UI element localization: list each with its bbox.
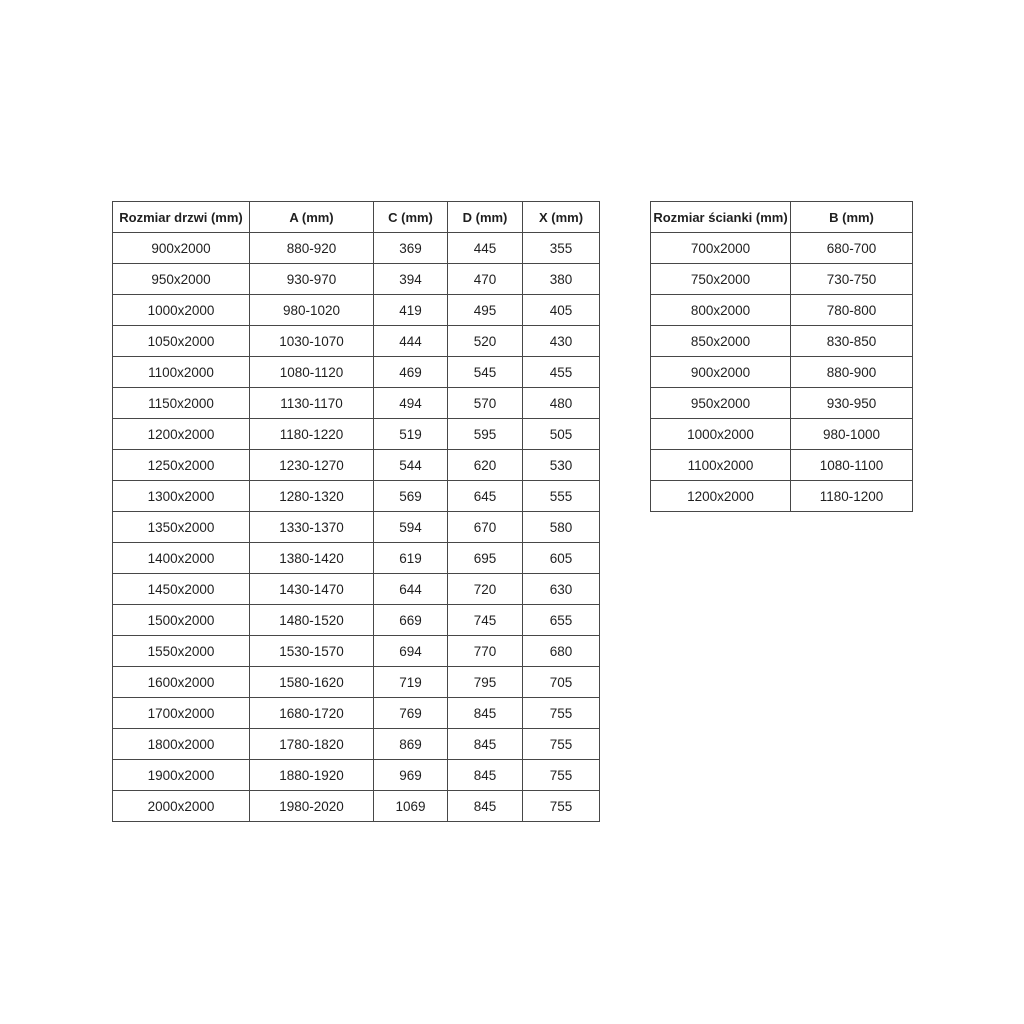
header-cell: X (mm) <box>523 202 600 233</box>
table-row <box>113 574 600 605</box>
table-row <box>113 481 600 512</box>
table-cell: 1030-1070 <box>250 326 374 357</box>
table-row <box>113 543 600 574</box>
table-cell: 1050x2000 <box>113 326 250 357</box>
table-cell: 380 <box>523 264 600 295</box>
table-row <box>113 295 600 326</box>
table-cell: 1550x2000 <box>113 636 250 667</box>
door-size-table-body <box>113 233 600 822</box>
table-cell: 1800x2000 <box>113 729 250 760</box>
table-cell: 1680-1720 <box>250 698 374 729</box>
table-cell: 530 <box>523 450 600 481</box>
table-row <box>113 729 600 760</box>
table-cell: 1080-1120 <box>250 357 374 388</box>
table-cell: 445 <box>448 233 523 264</box>
table-cell: 495 <box>448 295 523 326</box>
table-cell: 980-1000 <box>791 419 913 450</box>
table-cell: 444 <box>374 326 448 357</box>
table-cell: 605 <box>523 543 600 574</box>
table-cell: 480 <box>523 388 600 419</box>
table-cell: 769 <box>374 698 448 729</box>
table-cell: 1200x2000 <box>651 481 791 512</box>
table-cell: 1230-1270 <box>250 450 374 481</box>
table-row <box>651 264 913 295</box>
table-cell: 580 <box>523 512 600 543</box>
table-cell: 694 <box>374 636 448 667</box>
table-cell: 755 <box>523 760 600 791</box>
table-row <box>651 326 913 357</box>
header-cell: Rozmiar drzwi (mm) <box>113 202 250 233</box>
table-row <box>651 481 913 512</box>
table-row <box>651 419 913 450</box>
table-cell: 630 <box>523 574 600 605</box>
table-cell: 845 <box>448 698 523 729</box>
table-cell: 569 <box>374 481 448 512</box>
table-cell: 1350x2000 <box>113 512 250 543</box>
table-cell: 619 <box>374 543 448 574</box>
table-cell: 1500x2000 <box>113 605 250 636</box>
table-cell: 745 <box>448 605 523 636</box>
table-header-row <box>651 202 913 233</box>
wall-size-table-body <box>651 233 913 512</box>
table-cell: 770 <box>448 636 523 667</box>
table-cell: 930-970 <box>250 264 374 295</box>
table-cell: 455 <box>523 357 600 388</box>
table-cell: 1100x2000 <box>651 450 791 481</box>
table-row <box>113 326 600 357</box>
table-header-row <box>113 202 600 233</box>
table-cell: 469 <box>374 357 448 388</box>
table-row <box>113 667 600 698</box>
table-cell: 780-800 <box>791 295 913 326</box>
table-cell: 1000x2000 <box>113 295 250 326</box>
table-cell: 1300x2000 <box>113 481 250 512</box>
header-cell: C (mm) <box>374 202 448 233</box>
table-cell: 405 <box>523 295 600 326</box>
table-cell: 880-900 <box>791 357 913 388</box>
table-cell: 594 <box>374 512 448 543</box>
table-cell: 719 <box>374 667 448 698</box>
header-cell: A (mm) <box>250 202 374 233</box>
table-cell: 1200x2000 <box>113 419 250 450</box>
table-cell: 830-850 <box>791 326 913 357</box>
wall-size-table <box>650 201 913 512</box>
table-cell: 730-750 <box>791 264 913 295</box>
table-cell: 1280-1320 <box>250 481 374 512</box>
table-row <box>113 388 600 419</box>
table-cell: 845 <box>448 791 523 822</box>
table-cell: 595 <box>448 419 523 450</box>
table-cell: 1780-1820 <box>250 729 374 760</box>
table-cell: 570 <box>448 388 523 419</box>
door-size-table <box>112 201 600 822</box>
wall-size-table-header <box>651 202 913 233</box>
table-row <box>113 512 600 543</box>
table-cell: 1330-1370 <box>250 512 374 543</box>
table-cell: 1700x2000 <box>113 698 250 729</box>
table-cell: 880-920 <box>250 233 374 264</box>
table-cell: 670 <box>448 512 523 543</box>
table-row <box>651 357 913 388</box>
table-cell: 520 <box>448 326 523 357</box>
table-cell: 750x2000 <box>651 264 791 295</box>
table-cell: 795 <box>448 667 523 698</box>
table-cell: 369 <box>374 233 448 264</box>
table-row <box>113 419 600 450</box>
table-cell: 394 <box>374 264 448 295</box>
table-cell: 950x2000 <box>651 388 791 419</box>
table-cell: 755 <box>523 791 600 822</box>
table-cell: 1600x2000 <box>113 667 250 698</box>
header-cell: B (mm) <box>791 202 913 233</box>
table-cell: 1100x2000 <box>113 357 250 388</box>
table-row <box>113 233 600 264</box>
table-cell: 705 <box>523 667 600 698</box>
table-cell: 1080-1100 <box>791 450 913 481</box>
table-cell: 1400x2000 <box>113 543 250 574</box>
table-row <box>651 233 913 264</box>
table-cell: 544 <box>374 450 448 481</box>
table-cell: 655 <box>523 605 600 636</box>
table-cell: 1180-1200 <box>791 481 913 512</box>
table-cell: 1150x2000 <box>113 388 250 419</box>
table-row <box>651 388 913 419</box>
table-row <box>651 295 913 326</box>
table-row <box>113 698 600 729</box>
table-cell: 695 <box>448 543 523 574</box>
table-cell: 700x2000 <box>651 233 791 264</box>
table-cell: 669 <box>374 605 448 636</box>
table-cell: 900x2000 <box>113 233 250 264</box>
table-cell: 505 <box>523 419 600 450</box>
table-cell: 720 <box>448 574 523 605</box>
table-cell: 644 <box>374 574 448 605</box>
table-cell: 869 <box>374 729 448 760</box>
table-cell: 1580-1620 <box>250 667 374 698</box>
table-cell: 900x2000 <box>651 357 791 388</box>
door-size-table-header <box>113 202 600 233</box>
table-cell: 419 <box>374 295 448 326</box>
header-cell: Rozmiar ścianki (mm) <box>651 202 791 233</box>
table-cell: 969 <box>374 760 448 791</box>
table-row <box>113 264 600 295</box>
table-cell: 1130-1170 <box>250 388 374 419</box>
table-cell: 1980-2020 <box>250 791 374 822</box>
table-row <box>113 636 600 667</box>
table-cell: 800x2000 <box>651 295 791 326</box>
table-cell: 555 <box>523 481 600 512</box>
table-cell: 1069 <box>374 791 448 822</box>
table-row <box>651 450 913 481</box>
table-row <box>113 791 600 822</box>
table-cell: 494 <box>374 388 448 419</box>
table-cell: 620 <box>448 450 523 481</box>
table-cell: 950x2000 <box>113 264 250 295</box>
table-cell: 1880-1920 <box>250 760 374 791</box>
table-cell: 1530-1570 <box>250 636 374 667</box>
table-cell: 355 <box>523 233 600 264</box>
table-row <box>113 605 600 636</box>
table-cell: 1250x2000 <box>113 450 250 481</box>
table-cell: 850x2000 <box>651 326 791 357</box>
table-cell: 1180-1220 <box>250 419 374 450</box>
table-cell: 1450x2000 <box>113 574 250 605</box>
table-cell: 645 <box>448 481 523 512</box>
table-row <box>113 357 600 388</box>
table-cell: 1480-1520 <box>250 605 374 636</box>
table-cell: 1380-1420 <box>250 543 374 574</box>
table-cell: 680-700 <box>791 233 913 264</box>
table-cell: 2000x2000 <box>113 791 250 822</box>
header-cell: D (mm) <box>448 202 523 233</box>
table-cell: 845 <box>448 760 523 791</box>
table-cell: 1900x2000 <box>113 760 250 791</box>
table-cell: 519 <box>374 419 448 450</box>
table-cell: 430 <box>523 326 600 357</box>
table-cell: 755 <box>523 729 600 760</box>
table-cell: 1430-1470 <box>250 574 374 605</box>
table-cell: 680 <box>523 636 600 667</box>
table-cell: 470 <box>448 264 523 295</box>
table-cell: 545 <box>448 357 523 388</box>
table-row <box>113 760 600 791</box>
table-row <box>113 450 600 481</box>
table-cell: 845 <box>448 729 523 760</box>
table-cell: 755 <box>523 698 600 729</box>
table-cell: 980-1020 <box>250 295 374 326</box>
table-cell: 1000x2000 <box>651 419 791 450</box>
table-cell: 930-950 <box>791 388 913 419</box>
